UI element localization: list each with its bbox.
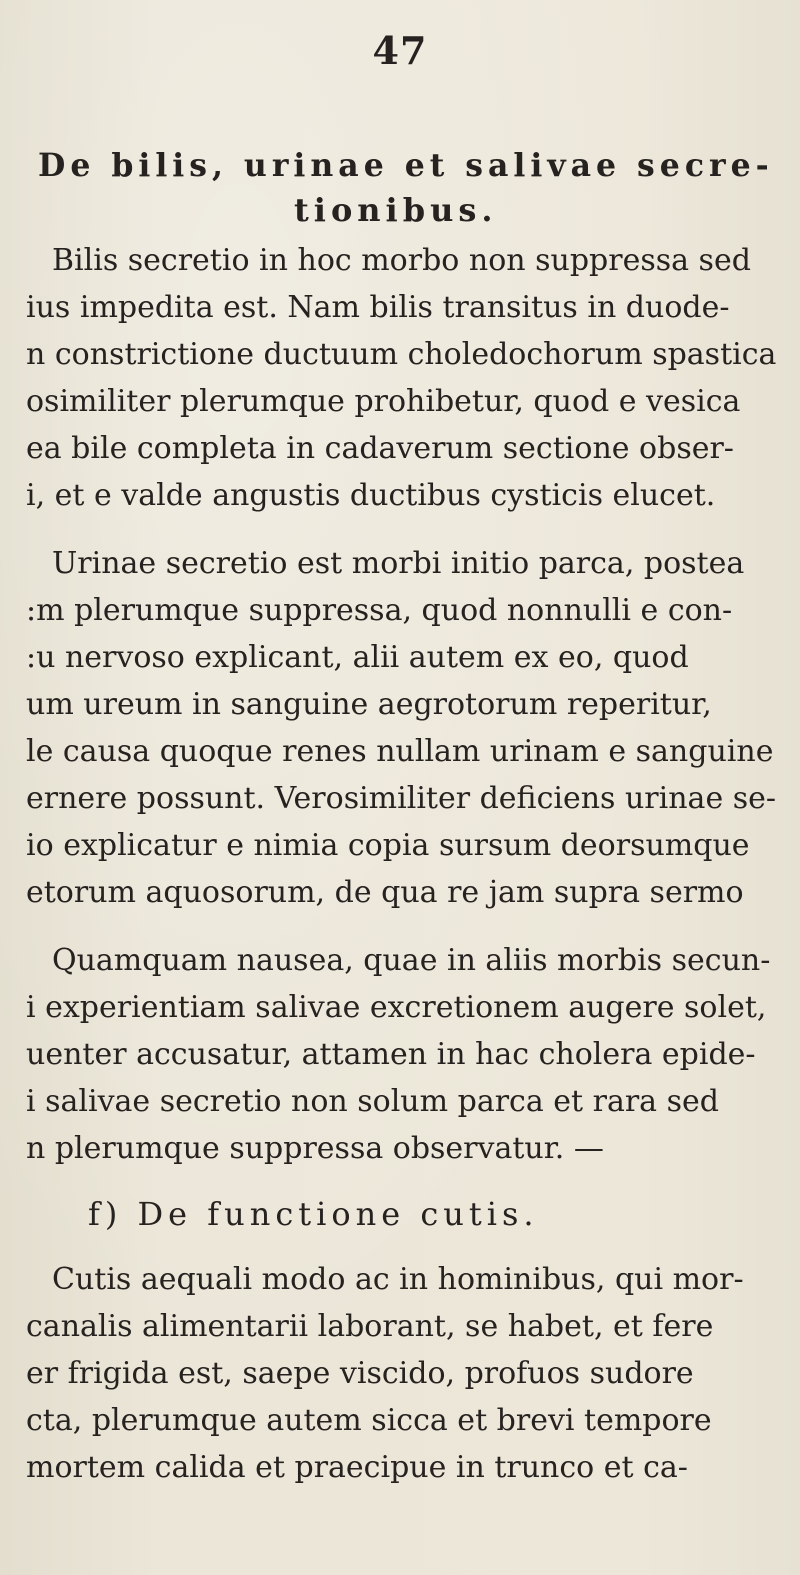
text-line: Urinae secretio est morbi initio parca, postea — [52, 546, 745, 581]
text-line: canalis alimentarii laborant, se habet, et fere — [26, 1309, 714, 1344]
text-line: n plerumque suppressa observatur. — — [26, 1131, 604, 1166]
section-heading-secretions-line-1: De bilis, urinae et salivae secre- — [38, 147, 774, 184]
section-heading-secretions-line-2: tionibus. — [294, 191, 498, 229]
text-line: le causa quoque renes nullam urinam e sanguine — [26, 734, 774, 769]
text-line: ius impedita est. Nam bilis transitus in duode- — [26, 290, 730, 325]
text-line: etorum aquosorum, de qua re jam supra sermo — [26, 875, 744, 910]
text-line: i, et e valde angustis ductibus cysticis elucet. — [26, 478, 716, 513]
text-line: Bilis secretio in hoc morbo non suppressa sed — [52, 243, 751, 278]
text-line: :m plerumque suppressa, quod nonnulli e con- — [26, 593, 733, 628]
text-line: i salivae secretio non solum parca et rara sed — [26, 1084, 719, 1119]
page-number: 47 — [372, 28, 428, 73]
text-line: osimiliter plerumque prohibetur, quod e vesica — [26, 384, 741, 419]
text-line: ernere possunt. Verosimiliter deficiens urinae se- — [26, 781, 777, 816]
text-line: n constrictione ductuum choledochorum spastica — [26, 337, 777, 372]
text-line: uenter accusatur, attamen in hac cholera epide- — [26, 1037, 756, 1072]
text-line: ea bile completa in cadaverum sectione obser- — [26, 431, 734, 466]
section-heading-skin: f) De functione cutis. — [88, 1195, 539, 1233]
text-line: cta, plerumque autem sicca et brevi tempore — [26, 1403, 712, 1438]
text-line: Quamquam nausea, quae in aliis morbis secun- — [52, 943, 771, 978]
text-line: i experientiam salivae excretionem augere solet, — [26, 990, 767, 1025]
text-line: Cutis aequali modo ac in hominibus, qui mor- — [52, 1262, 744, 1297]
text-line: er frigida est, saepe viscido, profuos sudore — [26, 1356, 694, 1391]
text-line: mortem calida et praecipue in trunco et ca- — [26, 1450, 688, 1485]
text-line: um ureum in sanguine aegrotorum reperitur, — [26, 687, 712, 722]
text-line: :u nervoso explicant, alii autem ex eo, quod — [26, 640, 689, 675]
text-line: io explicatur e nimia copia sursum deorsumque — [26, 828, 750, 863]
